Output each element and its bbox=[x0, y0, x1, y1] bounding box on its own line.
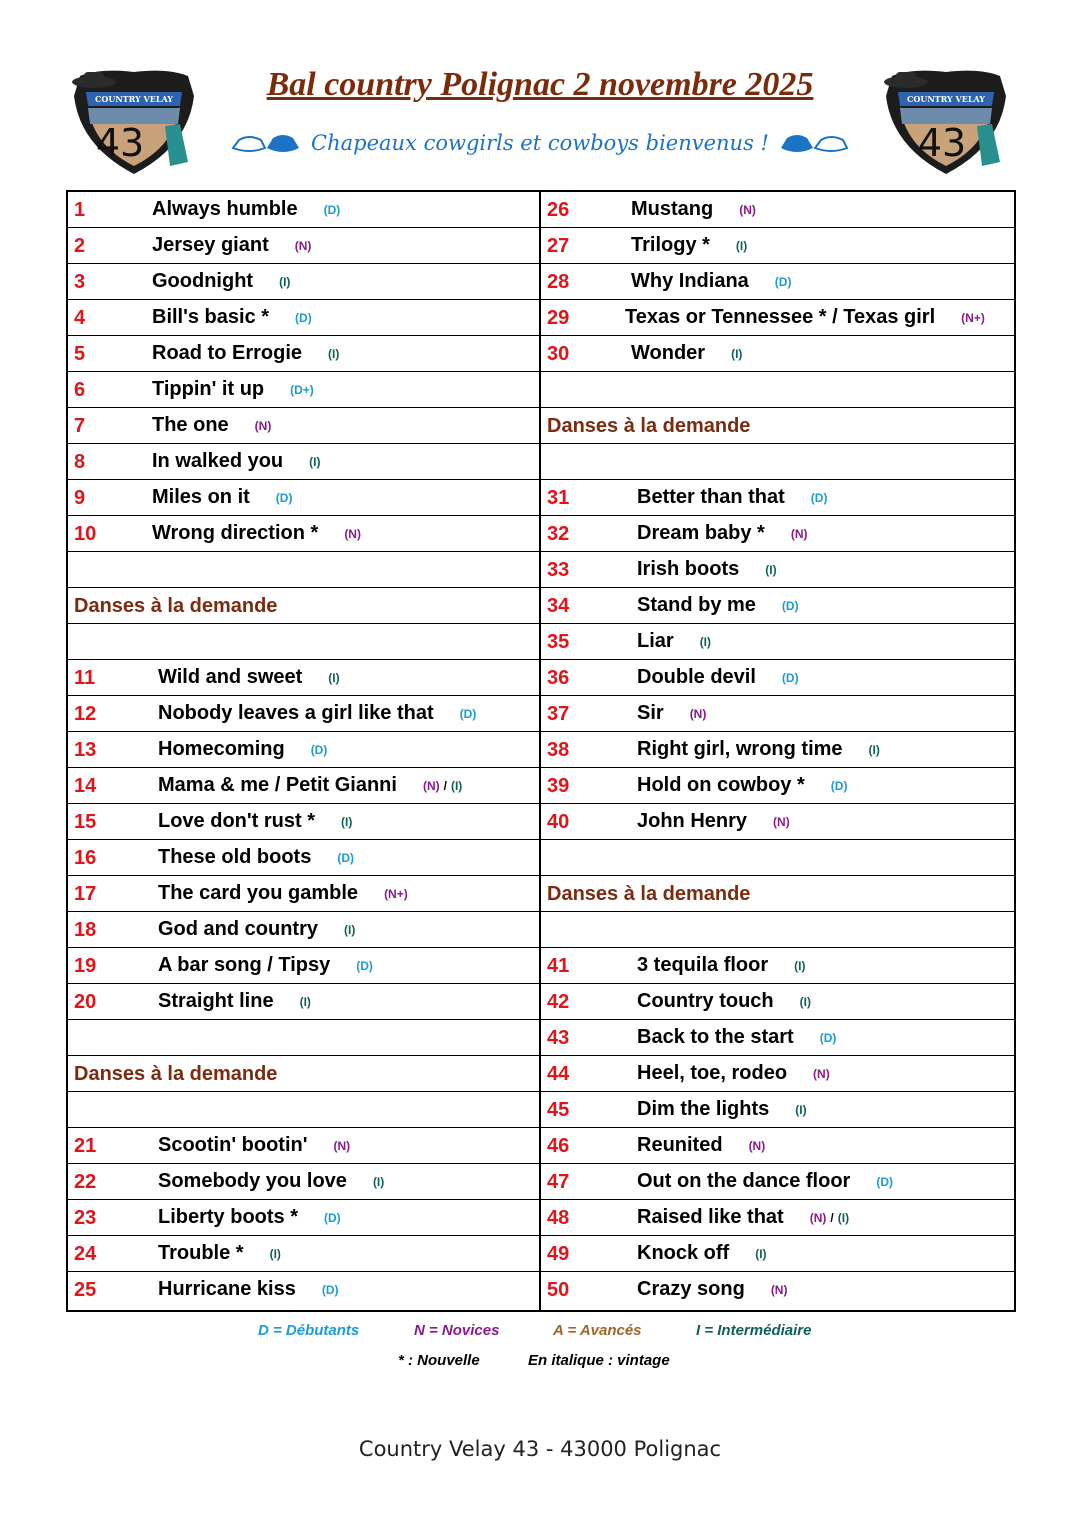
dance-number: 1 bbox=[74, 199, 86, 221]
dance-number: 6 bbox=[74, 379, 86, 401]
level-badge: (I) bbox=[868, 743, 880, 757]
dance-row bbox=[68, 480, 539, 516]
level-badge: (I) bbox=[279, 275, 291, 289]
level-badge: (I) bbox=[309, 455, 321, 469]
dance-row bbox=[541, 264, 1014, 300]
dance-row bbox=[68, 1164, 539, 1200]
dance-row bbox=[541, 228, 1014, 264]
logo-text: COUNTRY VELAY bbox=[95, 94, 173, 104]
level-badge: (N) bbox=[813, 1067, 830, 1081]
dance-row bbox=[541, 1020, 1014, 1056]
level-badge: (N+) bbox=[384, 887, 408, 901]
dance-number: 4 bbox=[74, 307, 86, 329]
dance-name bbox=[152, 522, 361, 545]
dance-row bbox=[68, 768, 539, 804]
dance-row bbox=[68, 1272, 539, 1308]
dance-title: Straight line bbox=[158, 990, 274, 1012]
dance-row bbox=[68, 408, 539, 444]
dance-title: Scootin' bootin' bbox=[158, 1134, 308, 1156]
level-badge: (I) bbox=[269, 1247, 281, 1261]
section-row bbox=[68, 588, 539, 624]
level-badge: (N+) bbox=[961, 311, 985, 325]
section-label: Danses à la demande bbox=[74, 595, 278, 617]
dance-title: Out on the dance floor bbox=[637, 1170, 851, 1192]
dance-name bbox=[152, 486, 292, 509]
dance-row bbox=[541, 732, 1014, 768]
logo-number: 43 bbox=[917, 121, 967, 165]
level-badge: (D) bbox=[337, 851, 355, 865]
dance-name bbox=[637, 1278, 787, 1301]
empty-row bbox=[68, 552, 539, 588]
dance-row bbox=[541, 192, 1014, 228]
section-label: Danses à la demande bbox=[547, 883, 751, 905]
empty-row bbox=[541, 372, 1014, 408]
dance-name bbox=[637, 738, 880, 761]
dance-name bbox=[158, 1134, 350, 1157]
dance-row bbox=[541, 1236, 1014, 1272]
dance-row bbox=[68, 876, 539, 912]
dance-row bbox=[541, 300, 1014, 336]
dance-name bbox=[637, 1170, 893, 1193]
dance-row bbox=[541, 480, 1014, 516]
dance-title: Hold on cowboy * bbox=[637, 774, 805, 796]
page-header bbox=[0, 0, 1080, 185]
dance-name bbox=[158, 954, 373, 977]
empty-row bbox=[541, 840, 1014, 876]
dance-number: 19 bbox=[74, 955, 97, 977]
level-badge: (N) bbox=[689, 707, 707, 721]
dance-number: 14 bbox=[74, 775, 97, 797]
dance-title: Dream baby * bbox=[637, 522, 765, 544]
level-badge: (I) bbox=[328, 671, 340, 685]
dance-title: Stand by me bbox=[637, 594, 756, 616]
dance-number: 12 bbox=[74, 703, 97, 725]
dance-title: Wonder bbox=[631, 342, 706, 364]
empty-row bbox=[68, 1092, 539, 1128]
dance-number: 5 bbox=[74, 343, 86, 365]
dance-row bbox=[68, 804, 539, 840]
empty-row bbox=[68, 624, 539, 660]
legend-avances: A = Avancés bbox=[553, 1322, 642, 1339]
level-badge: (I) bbox=[450, 779, 463, 793]
dance-number: 41 bbox=[547, 955, 570, 977]
dance-title: Road to Errogie bbox=[152, 342, 303, 364]
level-badge: (D) bbox=[324, 1211, 341, 1225]
dance-title: Tippin' it up bbox=[152, 378, 265, 400]
dance-number: 31 bbox=[547, 487, 570, 509]
dance-name bbox=[158, 702, 476, 725]
dance-number: 40 bbox=[547, 811, 570, 833]
dance-number: 23 bbox=[74, 1207, 97, 1229]
dance-number: 29 bbox=[547, 307, 570, 329]
dance-name bbox=[158, 882, 408, 905]
dance-title: Reunited bbox=[637, 1134, 723, 1156]
dance-number: 38 bbox=[547, 739, 570, 761]
dance-title: Mama & me / Petit Gianni bbox=[158, 774, 397, 796]
dance-name bbox=[637, 990, 811, 1013]
dance-row bbox=[541, 804, 1014, 840]
country-velay-logo-left bbox=[70, 66, 198, 178]
dance-title: Always humble bbox=[152, 198, 298, 220]
dance-name bbox=[158, 1206, 341, 1229]
dance-title: Dim the lights bbox=[637, 1098, 770, 1120]
level-badge: (D) bbox=[819, 1031, 837, 1045]
empty-row bbox=[68, 1020, 539, 1056]
level-badge: (I) bbox=[755, 1247, 767, 1261]
dance-title: Why Indiana bbox=[631, 270, 749, 292]
dance-title: Irish boots bbox=[637, 558, 740, 580]
level-badge: (D) bbox=[830, 779, 848, 793]
dance-title: The card you gamble bbox=[158, 882, 359, 904]
dance-row bbox=[68, 300, 539, 336]
dance-row bbox=[541, 516, 1014, 552]
dance-name bbox=[637, 1026, 836, 1049]
dance-number: 3 bbox=[74, 271, 86, 293]
level-badge: (I) bbox=[799, 995, 811, 1009]
level-badge: (I) bbox=[340, 815, 353, 829]
hats-icon-right bbox=[779, 130, 849, 156]
dance-column-right bbox=[541, 192, 1014, 1310]
dance-title: God and country bbox=[158, 918, 318, 940]
dance-title: Nobody leaves a girl like that bbox=[158, 702, 434, 724]
dance-title: Double devil bbox=[637, 666, 756, 688]
dance-name bbox=[152, 450, 320, 473]
dance-name bbox=[637, 522, 808, 545]
dance-row bbox=[68, 912, 539, 948]
level-badge: (D) bbox=[295, 311, 312, 325]
dance-name bbox=[637, 1098, 807, 1121]
dance-number: 48 bbox=[547, 1207, 570, 1229]
dance-row bbox=[541, 696, 1014, 732]
dance-title: Mustang bbox=[631, 198, 714, 220]
section-label: Danses à la demande bbox=[547, 415, 751, 437]
dance-name bbox=[152, 234, 311, 257]
dance-name bbox=[152, 414, 271, 437]
level-badge: (N) bbox=[333, 1139, 351, 1153]
dance-row bbox=[541, 948, 1014, 984]
legend-intermediaire: I = Intermédiaire bbox=[696, 1322, 812, 1339]
level-badge: (D) bbox=[275, 491, 293, 505]
dance-number: 39 bbox=[547, 775, 570, 797]
dance-number: 27 bbox=[547, 235, 570, 257]
dance-number: 34 bbox=[547, 595, 570, 617]
dance-row bbox=[68, 984, 539, 1020]
dance-number: 7 bbox=[74, 415, 86, 437]
level-separator: / bbox=[443, 779, 447, 793]
dance-name bbox=[637, 558, 777, 581]
dance-title: Miles on it bbox=[152, 486, 250, 508]
dance-name bbox=[158, 1242, 281, 1265]
dance-name bbox=[637, 1242, 767, 1265]
dance-row bbox=[541, 624, 1014, 660]
level-badge: (I) bbox=[765, 563, 777, 577]
legend-vintage: En italique : vintage bbox=[528, 1352, 670, 1369]
level-badge: (I) bbox=[299, 995, 311, 1009]
dance-number: 49 bbox=[547, 1243, 570, 1265]
level-badge: (N) bbox=[739, 203, 756, 217]
dance-row bbox=[541, 588, 1014, 624]
dance-name bbox=[158, 918, 355, 941]
dance-row bbox=[68, 192, 539, 228]
dance-title: Wrong direction * bbox=[152, 522, 319, 544]
level-badge: (N) bbox=[773, 815, 790, 829]
level-badge: (D) bbox=[810, 491, 828, 505]
dance-title: Sir bbox=[637, 702, 664, 724]
level-badge: (N) bbox=[344, 527, 361, 541]
dance-name bbox=[152, 306, 312, 329]
dance-number: 13 bbox=[74, 739, 97, 761]
dance-title: John Henry bbox=[637, 810, 748, 832]
dance-number: 42 bbox=[547, 991, 570, 1013]
dance-name bbox=[631, 270, 791, 293]
dance-number: 47 bbox=[547, 1171, 570, 1193]
dance-title: Knock off bbox=[637, 1242, 730, 1264]
page-title: Bal country Polignac 2 novembre 2025 bbox=[266, 66, 814, 103]
dance-number: 33 bbox=[547, 559, 570, 581]
dance-name bbox=[637, 810, 790, 833]
subtitle-text: Chapeaux cowgirls et cowboys bienvenus ! bbox=[311, 131, 769, 155]
dance-number: 11 bbox=[74, 667, 96, 689]
dance-title: Right girl, wrong time bbox=[637, 738, 843, 760]
level-badge: (N) bbox=[790, 527, 808, 541]
dance-name bbox=[158, 738, 327, 761]
dance-number: 46 bbox=[547, 1135, 570, 1157]
dance-row bbox=[68, 516, 539, 552]
level-badge: (D) bbox=[781, 599, 799, 613]
level-badge: (D+) bbox=[290, 383, 314, 397]
level-badge: (I) bbox=[735, 239, 748, 253]
dance-title: Hurricane kiss bbox=[158, 1278, 296, 1300]
dance-number: 45 bbox=[547, 1099, 570, 1121]
dance-number: 25 bbox=[74, 1279, 97, 1301]
country-velay-logo-right bbox=[882, 66, 1010, 178]
dance-row bbox=[541, 552, 1014, 588]
dance-column-left bbox=[68, 192, 541, 1310]
dance-row bbox=[541, 1056, 1014, 1092]
dance-name bbox=[631, 198, 756, 221]
dance-number: 50 bbox=[547, 1279, 570, 1301]
dance-number: 37 bbox=[547, 703, 570, 725]
level-badge: (I) bbox=[699, 635, 712, 649]
dance-title: Trouble * bbox=[158, 1242, 244, 1264]
empty-row bbox=[541, 444, 1014, 480]
dance-number: 2 bbox=[74, 235, 86, 257]
dance-name bbox=[152, 198, 340, 221]
level-badge: (N) bbox=[809, 1211, 827, 1225]
dance-row bbox=[541, 336, 1014, 372]
dance-list-table bbox=[66, 190, 1016, 1312]
page-footer: Country Velay 43 - 43000 Polignac bbox=[358, 1437, 722, 1461]
dance-number: 43 bbox=[547, 1027, 570, 1049]
section-row bbox=[541, 876, 1014, 912]
page-subtitle bbox=[220, 130, 860, 156]
dance-name bbox=[158, 990, 311, 1013]
dance-title: Bill's basic * bbox=[152, 306, 270, 328]
dance-title: In walked you bbox=[152, 450, 284, 472]
dance-row bbox=[541, 1164, 1014, 1200]
dance-number: 22 bbox=[74, 1171, 97, 1193]
dance-title: 3 tequila floor bbox=[637, 954, 769, 976]
dance-name bbox=[637, 702, 706, 725]
dance-row bbox=[68, 444, 539, 480]
level-badge: (I) bbox=[328, 347, 340, 361]
dance-row bbox=[68, 1128, 539, 1164]
level-badge: (N) bbox=[748, 1139, 766, 1153]
dance-number: 35 bbox=[547, 631, 570, 653]
hats-icon-left bbox=[231, 130, 301, 156]
empty-row bbox=[541, 912, 1014, 948]
dance-number: 36 bbox=[547, 667, 570, 689]
dance-title: These old boots bbox=[158, 846, 312, 868]
logo-text: COUNTRY VELAY bbox=[907, 94, 985, 104]
dance-number: 26 bbox=[547, 199, 570, 221]
dance-name bbox=[158, 1170, 384, 1193]
dance-title: Jersey giant bbox=[152, 234, 269, 256]
dance-name bbox=[637, 630, 711, 653]
dance-number: 9 bbox=[74, 487, 86, 509]
legend-novices: N = Novices bbox=[414, 1322, 500, 1339]
dance-number: 20 bbox=[74, 991, 97, 1013]
level-badge: (D) bbox=[459, 707, 477, 721]
level-badge: (D) bbox=[321, 1283, 339, 1297]
dance-name bbox=[152, 270, 290, 293]
dance-row bbox=[68, 660, 539, 696]
level-badge: (D) bbox=[781, 671, 799, 685]
level-badge: (N) bbox=[422, 779, 440, 793]
level-badge: (I) bbox=[837, 1211, 850, 1225]
level-badge: (D) bbox=[310, 743, 328, 757]
dance-number: 30 bbox=[547, 343, 570, 365]
dance-row bbox=[541, 1200, 1014, 1236]
dance-row bbox=[68, 948, 539, 984]
dance-row bbox=[541, 768, 1014, 804]
dance-number: 15 bbox=[74, 811, 97, 833]
dance-row bbox=[68, 228, 539, 264]
level-badge: (I) bbox=[794, 959, 806, 973]
level-badge: (I) bbox=[344, 923, 356, 937]
dance-title: Somebody you love bbox=[158, 1170, 347, 1192]
level-badge: (I) bbox=[795, 1103, 807, 1117]
dance-name bbox=[152, 378, 314, 401]
dance-number: 17 bbox=[74, 883, 97, 905]
dance-name bbox=[637, 1134, 765, 1157]
dance-title: Homecoming bbox=[158, 738, 285, 760]
dance-name bbox=[637, 666, 799, 689]
dance-row bbox=[541, 1272, 1014, 1308]
dance-name bbox=[158, 810, 352, 833]
level-badge: (I) bbox=[372, 1175, 385, 1189]
dance-number: 44 bbox=[547, 1063, 570, 1085]
dance-row bbox=[68, 840, 539, 876]
section-row bbox=[68, 1056, 539, 1092]
dance-row bbox=[541, 1128, 1014, 1164]
dance-name bbox=[158, 666, 340, 689]
dance-name bbox=[637, 486, 827, 509]
dance-row bbox=[68, 1236, 539, 1272]
dance-title: Love don't rust * bbox=[158, 810, 315, 832]
dance-name bbox=[631, 342, 742, 365]
level-badge: (D) bbox=[323, 203, 341, 217]
dance-title: Crazy song bbox=[637, 1278, 745, 1300]
dance-title: A bar song / Tipsy bbox=[158, 954, 331, 976]
dance-row bbox=[541, 1092, 1014, 1128]
legend-debutants: D = Débutants bbox=[258, 1322, 360, 1339]
level-badge: (N) bbox=[254, 419, 272, 433]
dance-name bbox=[637, 774, 847, 797]
dance-row bbox=[68, 336, 539, 372]
dance-title: Liberty boots * bbox=[158, 1206, 299, 1228]
dance-name bbox=[631, 234, 747, 257]
level-badge: (N) bbox=[770, 1283, 788, 1297]
dance-title: Country touch bbox=[637, 990, 774, 1012]
dance-number: 8 bbox=[74, 451, 86, 473]
dance-name bbox=[158, 774, 462, 797]
section-row bbox=[541, 408, 1014, 444]
dance-title: Trilogy * bbox=[631, 234, 710, 256]
dance-row bbox=[68, 696, 539, 732]
dance-title: Raised like that bbox=[637, 1206, 784, 1228]
dance-title: Goodnight bbox=[152, 270, 254, 292]
dance-name bbox=[637, 954, 805, 977]
dance-name bbox=[625, 306, 985, 329]
logo-number: 43 bbox=[95, 121, 145, 165]
level-badge: (N) bbox=[294, 239, 312, 253]
dance-name bbox=[158, 1278, 339, 1301]
level-badge: (D) bbox=[774, 275, 792, 289]
level-badge: (I) bbox=[731, 347, 743, 361]
dance-number: 21 bbox=[74, 1135, 97, 1157]
dance-title: Heel, toe, rodeo bbox=[637, 1062, 788, 1084]
dance-row bbox=[541, 660, 1014, 696]
dance-title: Back to the start bbox=[637, 1026, 794, 1048]
dance-title: Liar bbox=[637, 630, 674, 652]
dance-number: 28 bbox=[547, 271, 570, 293]
dance-row bbox=[68, 732, 539, 768]
dance-row bbox=[541, 984, 1014, 1020]
dance-number: 24 bbox=[74, 1243, 97, 1265]
dance-name bbox=[637, 1206, 849, 1229]
dance-title: Texas or Tennessee * / Texas girl bbox=[625, 306, 936, 328]
dance-name bbox=[158, 846, 354, 869]
dance-number: 32 bbox=[547, 523, 570, 545]
dance-number: 10 bbox=[74, 523, 97, 545]
dance-row bbox=[68, 264, 539, 300]
dance-name bbox=[152, 342, 339, 365]
dance-row bbox=[68, 372, 539, 408]
level-badge: (D) bbox=[356, 959, 373, 973]
dance-number: 18 bbox=[74, 919, 97, 941]
dance-title: Wild and sweet bbox=[158, 666, 303, 688]
level-separator: / bbox=[830, 1211, 834, 1225]
dance-title: The one bbox=[152, 414, 229, 436]
dance-name bbox=[637, 1062, 830, 1085]
legend-nouvelle: * : Nouvelle bbox=[398, 1352, 480, 1369]
dance-title: Better than that bbox=[637, 486, 785, 508]
dance-name bbox=[637, 594, 799, 617]
section-label: Danses à la demande bbox=[74, 1063, 278, 1085]
dance-row bbox=[68, 1200, 539, 1236]
level-badge: (D) bbox=[876, 1175, 894, 1189]
dance-number: 16 bbox=[74, 847, 97, 869]
